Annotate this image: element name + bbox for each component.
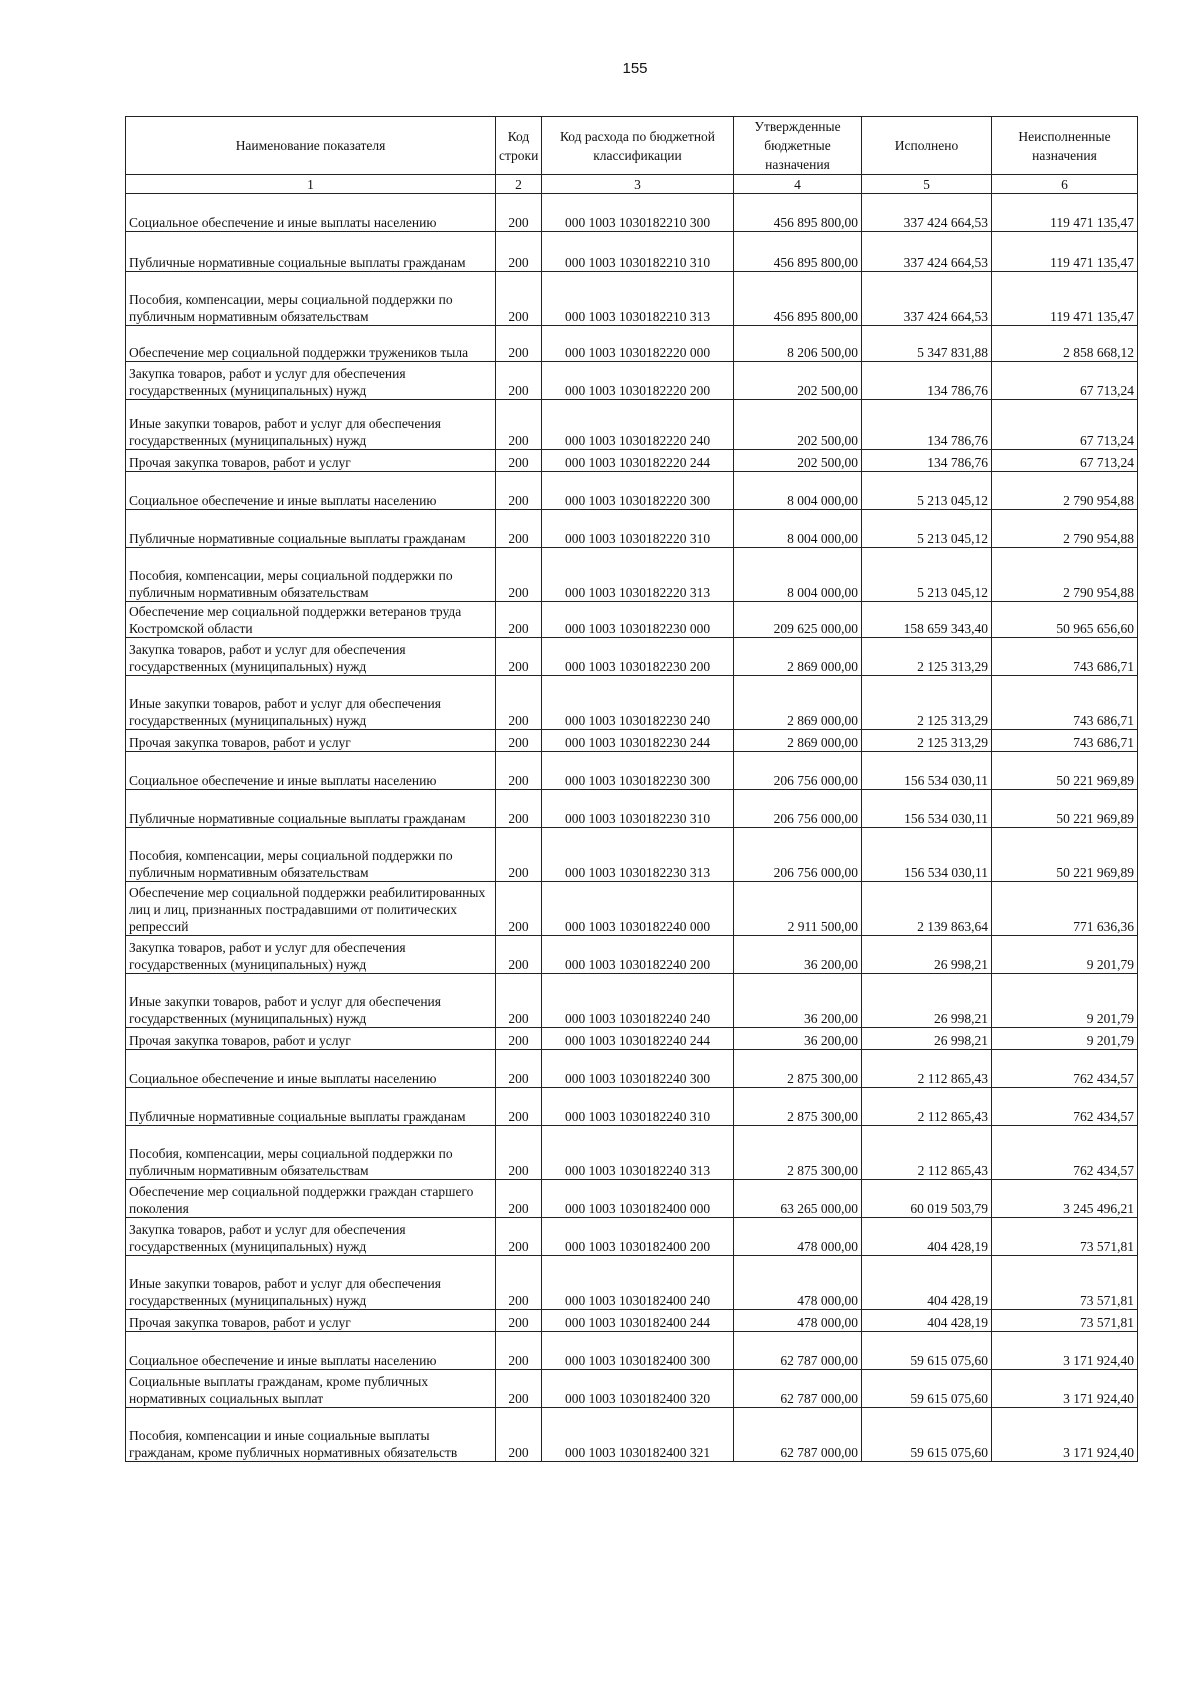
column-number-row	[126, 175, 1138, 194]
row-unexecuted: 3 171 924,40	[992, 1370, 1138, 1408]
row-line-code: 200	[496, 790, 542, 828]
row-unexecuted: 50 221 969,89	[992, 828, 1138, 882]
row-executed: 337 424 664,53	[862, 272, 992, 326]
row-line-code: 200	[496, 472, 542, 510]
row-unexecuted: 2 790 954,88	[992, 472, 1138, 510]
row-executed: 156 534 030,11	[862, 752, 992, 790]
header-name: Наименование показателя	[126, 117, 496, 175]
row-budget-code: 000 1003 1030182400 244	[542, 1310, 734, 1332]
row-unexecuted: 50 221 969,89	[992, 752, 1138, 790]
row-name: Прочая закупка товаров, работ и услуг	[126, 450, 496, 472]
row-approved: 2 875 300,00	[734, 1126, 862, 1180]
row-line-code: 200	[496, 548, 542, 602]
table-row	[126, 1370, 1138, 1408]
row-budget-code: 000 1003 1030182240 200	[542, 936, 734, 974]
row-unexecuted: 9 201,79	[992, 936, 1138, 974]
row-unexecuted: 119 471 135,47	[992, 272, 1138, 326]
row-executed: 156 534 030,11	[862, 790, 992, 828]
row-approved: 8 206 500,00	[734, 326, 862, 362]
row-approved: 456 895 800,00	[734, 272, 862, 326]
row-budget-code: 000 1003 1030182240 310	[542, 1088, 734, 1126]
row-executed: 337 424 664,53	[862, 194, 992, 232]
row-budget-code: 000 1003 1030182400 320	[542, 1370, 734, 1408]
table-row	[126, 1126, 1138, 1180]
header-executed: Исполнено	[862, 117, 992, 175]
row-line-code: 200	[496, 510, 542, 548]
row-approved: 36 200,00	[734, 1028, 862, 1050]
table-row	[126, 400, 1138, 450]
row-approved: 478 000,00	[734, 1218, 862, 1256]
table-row	[126, 752, 1138, 790]
table-row	[126, 790, 1138, 828]
row-executed: 404 428,19	[862, 1310, 992, 1332]
row-unexecuted: 743 686,71	[992, 676, 1138, 730]
table-body	[126, 194, 1138, 1462]
row-name: Пособия, компенсации, меры социальной поддержки по публичным нормативным обязательствам	[126, 1126, 496, 1180]
table-row	[126, 828, 1138, 882]
row-approved: 8 004 000,00	[734, 548, 862, 602]
row-unexecuted: 73 571,81	[992, 1310, 1138, 1332]
row-budget-code: 000 1003 1030182220 310	[542, 510, 734, 548]
column-number: 4	[734, 175, 862, 194]
row-name: Социальное обеспечение и иные выплаты населению	[126, 1050, 496, 1088]
row-budget-code: 000 1003 1030182220 313	[542, 548, 734, 602]
row-approved: 36 200,00	[734, 974, 862, 1028]
row-budget-code: 000 1003 1030182230 300	[542, 752, 734, 790]
row-budget-code: 000 1003 1030182230 310	[542, 790, 734, 828]
row-name: Иные закупки товаров, работ и услуг для обеспечения государственных (муниципальных) нужд	[126, 974, 496, 1028]
row-name: Обеспечение мер социальной поддержки тружеников тыла	[126, 326, 496, 362]
header-budget-code: Код расхода по бюджетной классификации	[542, 117, 734, 175]
row-name: Прочая закупка товаров, работ и услуг	[126, 1028, 496, 1050]
row-name: Публичные нормативные социальные выплаты гражданам	[126, 510, 496, 548]
row-name: Социальные выплаты гражданам, кроме публичных нормативных социальных выплат	[126, 1370, 496, 1408]
row-approved: 62 787 000,00	[734, 1370, 862, 1408]
table-row	[126, 194, 1138, 232]
row-name: Закупка товаров, работ и услуг для обеспечения государственных (муниципальных) нужд	[126, 362, 496, 400]
table-row	[126, 1256, 1138, 1310]
row-line-code: 200	[496, 676, 542, 730]
row-executed: 26 998,21	[862, 1028, 992, 1050]
row-budget-code: 000 1003 1030182230 000	[542, 602, 734, 638]
row-name: Иные закупки товаров, работ и услуг для обеспечения государственных (муниципальных) нужд	[126, 400, 496, 450]
header-approved: Утвержденные бюджетные назначения	[734, 117, 862, 175]
row-budget-code: 000 1003 1030182220 244	[542, 450, 734, 472]
table-row	[126, 638, 1138, 676]
page-number: 155	[622, 60, 648, 77]
row-name: Социальное обеспечение и иные выплаты населению	[126, 752, 496, 790]
row-name: Закупка товаров, работ и услуг для обеспечения государственных (муниципальных) нужд	[126, 638, 496, 676]
table-row	[126, 676, 1138, 730]
row-name: Публичные нормативные социальные выплаты гражданам	[126, 232, 496, 272]
row-name: Социальное обеспечение и иные выплаты населению	[126, 472, 496, 510]
row-executed: 59 615 075,60	[862, 1332, 992, 1370]
row-name: Публичные нормативные социальные выплаты гражданам	[126, 790, 496, 828]
table-row	[126, 326, 1138, 362]
row-unexecuted: 50 221 969,89	[992, 790, 1138, 828]
row-name: Социальное обеспечение и иные выплаты населению	[126, 194, 496, 232]
column-number: 5	[862, 175, 992, 194]
row-line-code: 200	[496, 828, 542, 882]
row-name: Иные закупки товаров, работ и услуг для обеспечения государственных (муниципальных) нужд	[126, 676, 496, 730]
row-line-code: 200	[496, 1028, 542, 1050]
row-approved: 8 004 000,00	[734, 510, 862, 548]
row-line-code: 200	[496, 882, 542, 936]
row-line-code: 200	[496, 752, 542, 790]
row-budget-code: 000 1003 1030182220 000	[542, 326, 734, 362]
row-line-code: 200	[496, 1332, 542, 1370]
row-approved: 202 500,00	[734, 400, 862, 450]
row-approved: 2 875 300,00	[734, 1050, 862, 1088]
column-number: 2	[496, 175, 542, 194]
row-budget-code: 000 1003 1030182400 240	[542, 1256, 734, 1310]
row-line-code: 200	[496, 1180, 542, 1218]
row-line-code: 200	[496, 638, 542, 676]
row-budget-code: 000 1003 1030182230 200	[542, 638, 734, 676]
row-budget-code: 000 1003 1030182240 244	[542, 1028, 734, 1050]
row-budget-code: 000 1003 1030182230 240	[542, 676, 734, 730]
row-line-code: 200	[496, 730, 542, 752]
row-approved: 478 000,00	[734, 1310, 862, 1332]
row-executed: 26 998,21	[862, 936, 992, 974]
row-executed: 5 213 045,12	[862, 510, 992, 548]
table-row	[126, 450, 1138, 472]
row-unexecuted: 743 686,71	[992, 638, 1138, 676]
row-name: Прочая закупка товаров, работ и услуг	[126, 730, 496, 752]
row-name: Публичные нормативные социальные выплаты гражданам	[126, 1088, 496, 1126]
row-executed: 2 125 313,29	[862, 676, 992, 730]
row-executed: 158 659 343,40	[862, 602, 992, 638]
column-number: 6	[992, 175, 1138, 194]
row-line-code: 200	[496, 272, 542, 326]
row-approved: 63 265 000,00	[734, 1180, 862, 1218]
row-approved: 202 500,00	[734, 362, 862, 400]
table-row	[126, 936, 1138, 974]
row-executed: 5 213 045,12	[862, 472, 992, 510]
row-executed: 2 125 313,29	[862, 638, 992, 676]
row-budget-code: 000 1003 1030182220 300	[542, 472, 734, 510]
row-approved: 478 000,00	[734, 1256, 862, 1310]
table-row	[126, 730, 1138, 752]
column-number: 3	[542, 175, 734, 194]
row-approved: 2 869 000,00	[734, 676, 862, 730]
row-name: Пособия, компенсации, меры социальной поддержки по публичным нормативным обязательствам	[126, 828, 496, 882]
table-row	[126, 362, 1138, 400]
row-approved: 2 869 000,00	[734, 730, 862, 752]
row-line-code: 200	[496, 232, 542, 272]
row-budget-code: 000 1003 1030182240 313	[542, 1126, 734, 1180]
row-name: Обеспечение мер социальной поддержки ветеранов труда Костромской области	[126, 602, 496, 638]
row-executed: 134 786,76	[862, 450, 992, 472]
row-line-code: 200	[496, 1370, 542, 1408]
row-approved: 202 500,00	[734, 450, 862, 472]
row-name: Обеспечение мер социальной поддержки граждан старшего поколения	[126, 1180, 496, 1218]
row-name: Прочая закупка товаров, работ и услуг	[126, 1310, 496, 1332]
row-executed: 26 998,21	[862, 974, 992, 1028]
table-row	[126, 1332, 1138, 1370]
row-line-code: 200	[496, 1050, 542, 1088]
row-budget-code: 000 1003 1030182240 240	[542, 974, 734, 1028]
row-budget-code: 000 1003 1030182230 313	[542, 828, 734, 882]
row-unexecuted: 3 245 496,21	[992, 1180, 1138, 1218]
row-approved: 206 756 000,00	[734, 790, 862, 828]
row-name: Закупка товаров, работ и услуг для обеспечения государственных (муниципальных) нужд	[126, 1218, 496, 1256]
row-approved: 206 756 000,00	[734, 752, 862, 790]
table-row	[126, 1050, 1138, 1088]
table-row	[126, 1408, 1138, 1462]
header-unexecuted: Неисполненные назначения	[992, 117, 1138, 175]
table-row	[126, 1180, 1138, 1218]
row-unexecuted: 2 790 954,88	[992, 510, 1138, 548]
row-line-code: 200	[496, 326, 542, 362]
row-line-code: 200	[496, 450, 542, 472]
row-budget-code: 000 1003 1030182400 000	[542, 1180, 734, 1218]
column-number: 1	[126, 175, 496, 194]
row-budget-code: 000 1003 1030182400 321	[542, 1408, 734, 1462]
row-unexecuted: 119 471 135,47	[992, 232, 1138, 272]
row-budget-code: 000 1003 1030182210 313	[542, 272, 734, 326]
budget-execution-table	[125, 116, 1138, 1462]
row-name: Пособия, компенсации и иные социальные выплаты гражданам, кроме публичных нормативных обязательств	[126, 1408, 496, 1462]
row-line-code: 200	[496, 400, 542, 450]
table-row	[126, 602, 1138, 638]
row-executed: 134 786,76	[862, 400, 992, 450]
row-unexecuted: 73 571,81	[992, 1218, 1138, 1256]
row-unexecuted: 2 858 668,12	[992, 326, 1138, 362]
row-approved: 36 200,00	[734, 936, 862, 974]
row-approved: 209 625 000,00	[734, 602, 862, 638]
row-unexecuted: 762 434,57	[992, 1126, 1138, 1180]
row-executed: 2 112 865,43	[862, 1126, 992, 1180]
row-line-code: 200	[496, 1126, 542, 1180]
table-row	[126, 974, 1138, 1028]
row-unexecuted: 67 713,24	[992, 450, 1138, 472]
row-approved: 8 004 000,00	[734, 472, 862, 510]
row-line-code: 200	[496, 936, 542, 974]
table-header-row	[126, 117, 1138, 175]
row-executed: 5 347 831,88	[862, 326, 992, 362]
row-line-code: 200	[496, 194, 542, 232]
row-unexecuted: 119 471 135,47	[992, 194, 1138, 232]
row-executed: 404 428,19	[862, 1256, 992, 1310]
row-unexecuted: 9 201,79	[992, 1028, 1138, 1050]
row-name: Обеспечение мер социальной поддержки реабилитированных лиц и лиц, признанных пострадавшими от политических репрессий	[126, 882, 496, 936]
row-executed: 2 139 863,64	[862, 882, 992, 936]
row-unexecuted: 762 434,57	[992, 1088, 1138, 1126]
row-executed: 134 786,76	[862, 362, 992, 400]
row-line-code: 200	[496, 974, 542, 1028]
row-line-code: 200	[496, 1088, 542, 1126]
table-row	[126, 1028, 1138, 1050]
row-unexecuted: 73 571,81	[992, 1256, 1138, 1310]
table-row	[126, 1088, 1138, 1126]
row-unexecuted: 2 790 954,88	[992, 548, 1138, 602]
row-line-code: 200	[496, 1256, 542, 1310]
row-approved: 2 875 300,00	[734, 1088, 862, 1126]
row-unexecuted: 762 434,57	[992, 1050, 1138, 1088]
row-executed: 337 424 664,53	[862, 232, 992, 272]
row-unexecuted: 743 686,71	[992, 730, 1138, 752]
row-approved: 62 787 000,00	[734, 1332, 862, 1370]
row-line-code: 200	[496, 1310, 542, 1332]
row-executed: 59 615 075,60	[862, 1408, 992, 1462]
row-unexecuted: 9 201,79	[992, 974, 1138, 1028]
row-unexecuted: 3 171 924,40	[992, 1408, 1138, 1462]
row-budget-code: 000 1003 1030182240 300	[542, 1050, 734, 1088]
row-executed: 2 125 313,29	[862, 730, 992, 752]
row-name: Пособия, компенсации, меры социальной поддержки по публичным нормативным обязательствам	[126, 272, 496, 326]
row-approved: 62 787 000,00	[734, 1408, 862, 1462]
row-executed: 156 534 030,11	[862, 828, 992, 882]
row-budget-code: 000 1003 1030182400 200	[542, 1218, 734, 1256]
row-executed: 2 112 865,43	[862, 1088, 992, 1126]
row-approved: 456 895 800,00	[734, 232, 862, 272]
row-executed: 5 213 045,12	[862, 548, 992, 602]
row-name: Социальное обеспечение и иные выплаты населению	[126, 1332, 496, 1370]
row-executed: 59 615 075,60	[862, 1370, 992, 1408]
table-row	[126, 232, 1138, 272]
row-budget-code: 000 1003 1030182210 310	[542, 232, 734, 272]
row-unexecuted: 67 713,24	[992, 362, 1138, 400]
row-budget-code: 000 1003 1030182230 244	[542, 730, 734, 752]
header-line-code: Код строки	[496, 117, 542, 175]
table-row	[126, 882, 1138, 936]
row-unexecuted: 67 713,24	[992, 400, 1138, 450]
row-line-code: 200	[496, 1408, 542, 1462]
table-row	[126, 472, 1138, 510]
row-name: Пособия, компенсации, меры социальной поддержки по публичным нормативным обязательствам	[126, 548, 496, 602]
row-budget-code: 000 1003 1030182400 300	[542, 1332, 734, 1370]
table-row	[126, 510, 1138, 548]
row-unexecuted: 3 171 924,40	[992, 1332, 1138, 1370]
row-budget-code: 000 1003 1030182240 000	[542, 882, 734, 936]
row-approved: 2 869 000,00	[734, 638, 862, 676]
row-unexecuted: 50 965 656,60	[992, 602, 1138, 638]
row-line-code: 200	[496, 1218, 542, 1256]
row-name: Закупка товаров, работ и услуг для обеспечения государственных (муниципальных) нужд	[126, 936, 496, 974]
row-approved: 2 911 500,00	[734, 882, 862, 936]
row-line-code: 200	[496, 602, 542, 638]
table-row	[126, 1310, 1138, 1332]
row-approved: 456 895 800,00	[734, 194, 862, 232]
row-executed: 60 019 503,79	[862, 1180, 992, 1218]
table-row	[126, 272, 1138, 326]
row-budget-code: 000 1003 1030182220 200	[542, 362, 734, 400]
row-unexecuted: 771 636,36	[992, 882, 1138, 936]
row-name: Иные закупки товаров, работ и услуг для обеспечения государственных (муниципальных) нужд	[126, 1256, 496, 1310]
row-budget-code: 000 1003 1030182220 240	[542, 400, 734, 450]
table-row	[126, 1218, 1138, 1256]
row-approved: 206 756 000,00	[734, 828, 862, 882]
row-executed: 404 428,19	[862, 1218, 992, 1256]
row-executed: 2 112 865,43	[862, 1050, 992, 1088]
row-budget-code: 000 1003 1030182210 300	[542, 194, 734, 232]
table-row	[126, 548, 1138, 602]
row-line-code: 200	[496, 362, 542, 400]
